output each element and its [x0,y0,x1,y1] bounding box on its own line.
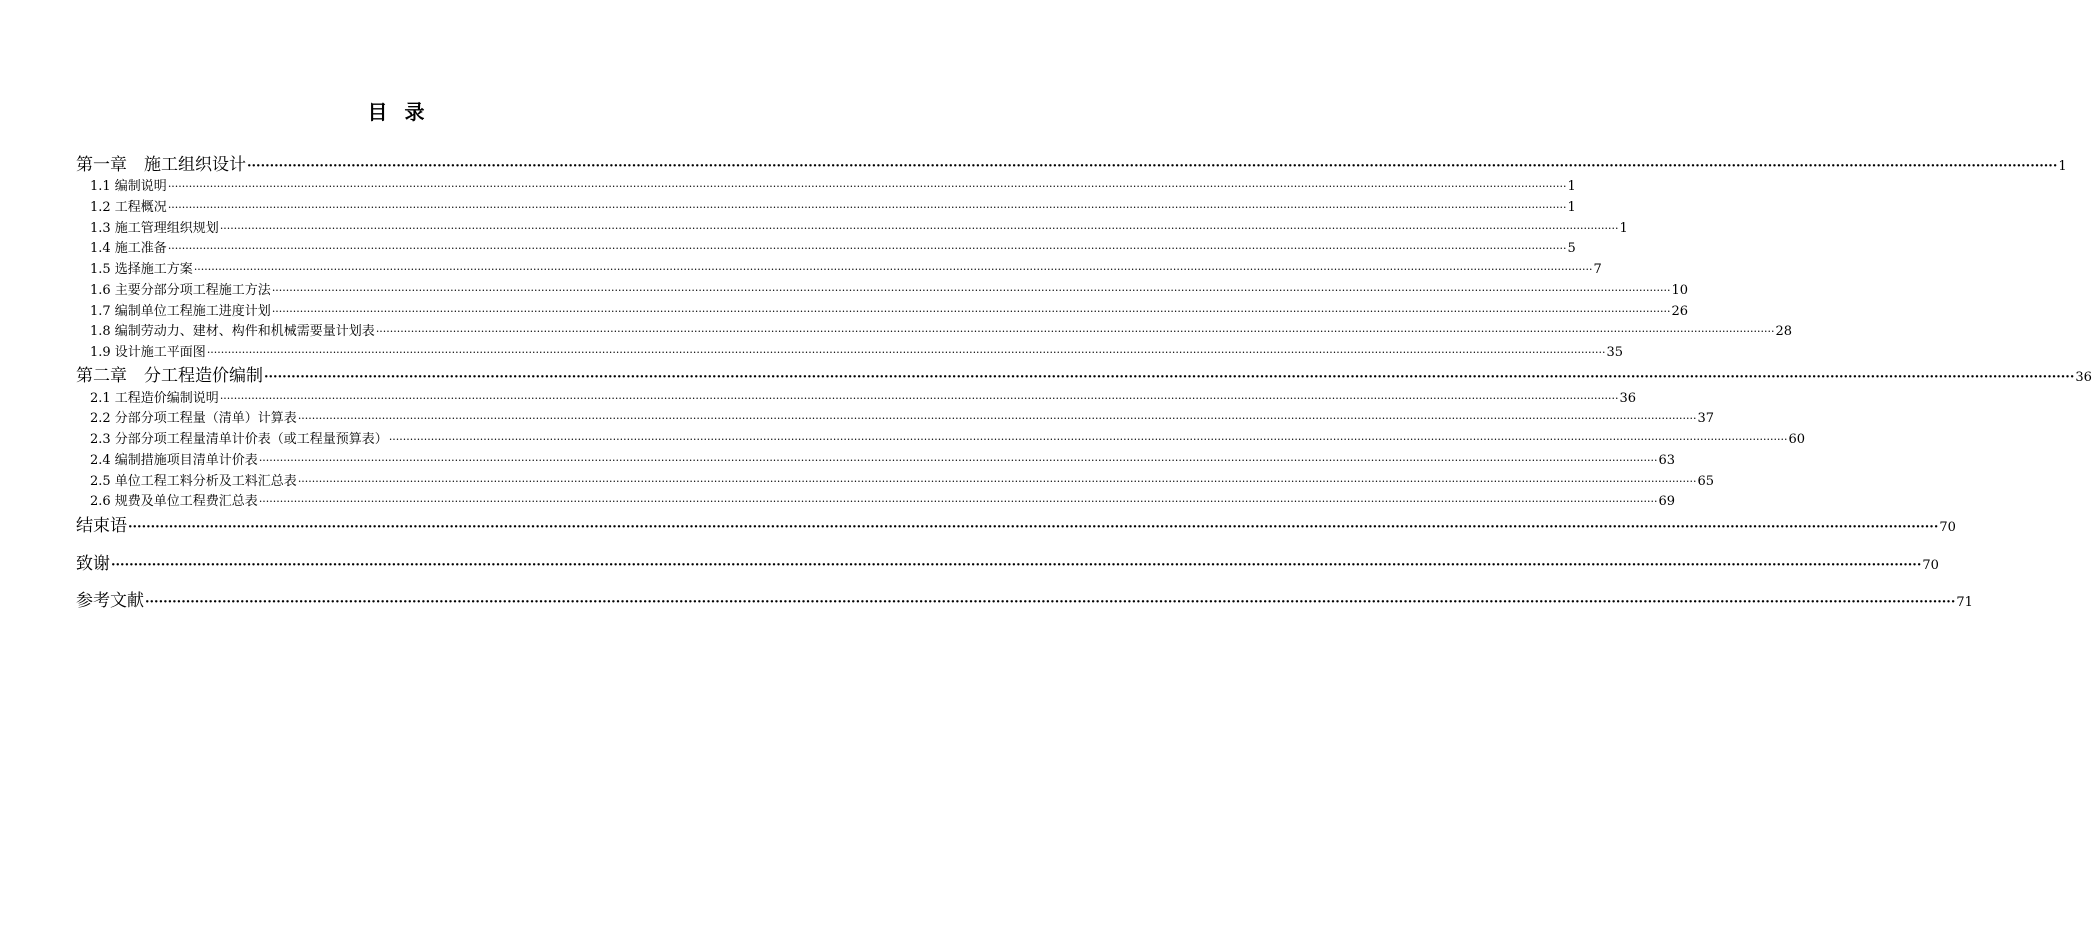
toc-entry[interactable] [90,407,1714,426]
toc-leader-dots: ················································································································································································································································································································································································································ [167,242,1567,255]
toc-leader-dots: ················································································································································································································································································································································································································ [375,325,1775,338]
toc-leader-dots: ················································································································································································································································································································································································································ [258,454,1658,467]
toc-entry-page: 1 [1567,179,1576,194]
toc-entry-label: 结束语 [76,516,127,536]
toc-entry-page: 1 [1619,221,1628,236]
toc-leader-dots: ················································································································································································································································································································································································································ [111,558,1922,573]
toc-entry-label: 第一章 施工组织设计 [76,155,246,175]
toc-leader-dots: ················································································································································································································································································································································································································ [264,370,2075,385]
toc-entry[interactable] [90,258,1602,277]
toc-entry-page: 36 [2075,370,2092,385]
toc-leader-dots: ················································································································································································································································································································································································································ [145,595,1956,610]
toc-entry-page: 69 [1658,494,1675,509]
toc-entry[interactable] [76,511,1956,536]
toc-entry[interactable] [90,300,1688,319]
toc-leader-dots: ················································································································································································································································································································································································································ [167,180,1567,193]
toc-entry[interactable] [90,470,1714,489]
toc-leader-dots: ················································································································································································································································································································································································································ [128,520,1939,535]
toc-entry-label: 1.3 施工管理组织规划 [90,221,219,236]
toc-entry-page: 1 [1567,200,1576,215]
toc-entry-page: 35 [1606,345,1623,360]
toc-entry-page: 60 [1788,432,1805,447]
toc-leader-dots: ················································································································································································································································································································································································································ [271,284,1671,297]
toc-entry[interactable] [90,449,1675,468]
toc-entry-label: 1.6 主要分部分项工程施工方法 [90,283,271,298]
toc-leader-dots: ················································································································································································································································································································································································································ [219,392,1619,405]
toc-entry-label: 致谢 [76,554,110,574]
toc-entry-page: 63 [1658,453,1675,468]
toc-entry[interactable] [90,217,1628,236]
toc-entry[interactable] [90,428,1805,447]
toc-title: 目 录 [367,100,426,124]
toc-entry-label: 2.6 规费及单位工程费汇总表 [90,494,258,509]
toc-leader-dots: ················································································································································································································································································································································································································ [167,201,1567,214]
toc-entry[interactable] [90,490,1675,509]
toc-entry[interactable] [90,196,1576,215]
toc-leader-dots: ················································································································································································································································································································································································································ [219,222,1619,235]
toc-leader-dots: ················································································································································································································································································································································································································ [388,433,1788,446]
toc-entry-label: 2.5 单位工程工料分析及工料汇总表 [90,474,297,489]
toc-leader-dots: ················································································································································································································································································································································································································ [297,475,1697,488]
toc-entry[interactable] [90,175,1576,194]
toc-leader-dots: ················································································································································································································································································································································································································ [193,263,1593,276]
toc-entry-label: 1.8 编制劳动力、建材、构件和机械需要量计划表 [90,324,375,339]
toc-entry-label: 1.9 设计施工平面图 [90,345,206,360]
toc-entry-page: 65 [1697,474,1714,489]
toc-entry-page: 7 [1593,262,1602,277]
toc-leader-dots: ················································································································································································································································································································································································································ [271,305,1671,318]
toc-entry-label: 第二章 分工程造价编制 [76,366,263,386]
toc-entry-page: 71 [1956,595,1973,610]
toc-leader-dots: ················································································································································································································································································································································································································ [247,159,2058,174]
toc-entry-label: 1.5 选择施工方案 [90,262,193,277]
toc-entry-label: 1.4 施工准备 [90,241,167,256]
toc-leader-dots: ················································································································································································································································································································································································································ [297,412,1697,425]
toc-entry-page: 36 [1619,391,1636,406]
toc-entry-page: 70 [1922,558,1939,573]
toc-entry[interactable] [90,279,1688,298]
toc-entry-label: 参考文献 [76,591,144,611]
toc-entry-label: 1.1 编制说明 [90,179,167,194]
toc-entry-page: 1 [2058,159,2067,174]
toc-entry-page: 10 [1671,283,1688,298]
toc-entry-page: 37 [1697,411,1714,426]
toc-entry-label: 2.3 分部分项工程量清单计价表（或工程量预算表） [90,432,388,447]
toc-entry-label: 1.7 编制单位工程施工进度计划 [90,304,271,319]
toc-leader-dots: ················································································································································································································································································································································································································ [206,346,1606,359]
toc-leader-dots: ················································································································································································································································································································································································································ [258,495,1658,508]
toc-entry-label: 2.4 编制措施项目清单计价表 [90,453,258,468]
toc-entry[interactable] [90,341,1623,360]
toc-entry-page: 5 [1567,241,1576,256]
toc-entry-page: 28 [1775,324,1792,339]
toc-entry-page: 70 [1939,520,1956,535]
toc-entry[interactable] [90,237,1576,256]
toc-entry[interactable] [76,586,1973,611]
toc-entry[interactable] [90,387,1636,406]
toc-entry[interactable] [76,549,1939,574]
toc-entry[interactable] [76,150,2067,175]
toc-entry-label: 2.2 分部分项工程量（清单）计算表 [90,411,297,426]
toc-entry[interactable] [76,361,2092,386]
toc-entry[interactable] [90,320,1792,339]
toc-entry-label: 2.1 工程造价编制说明 [90,391,219,406]
toc-entry-label: 1.2 工程概况 [90,200,167,215]
toc-entry-page: 26 [1671,304,1688,319]
